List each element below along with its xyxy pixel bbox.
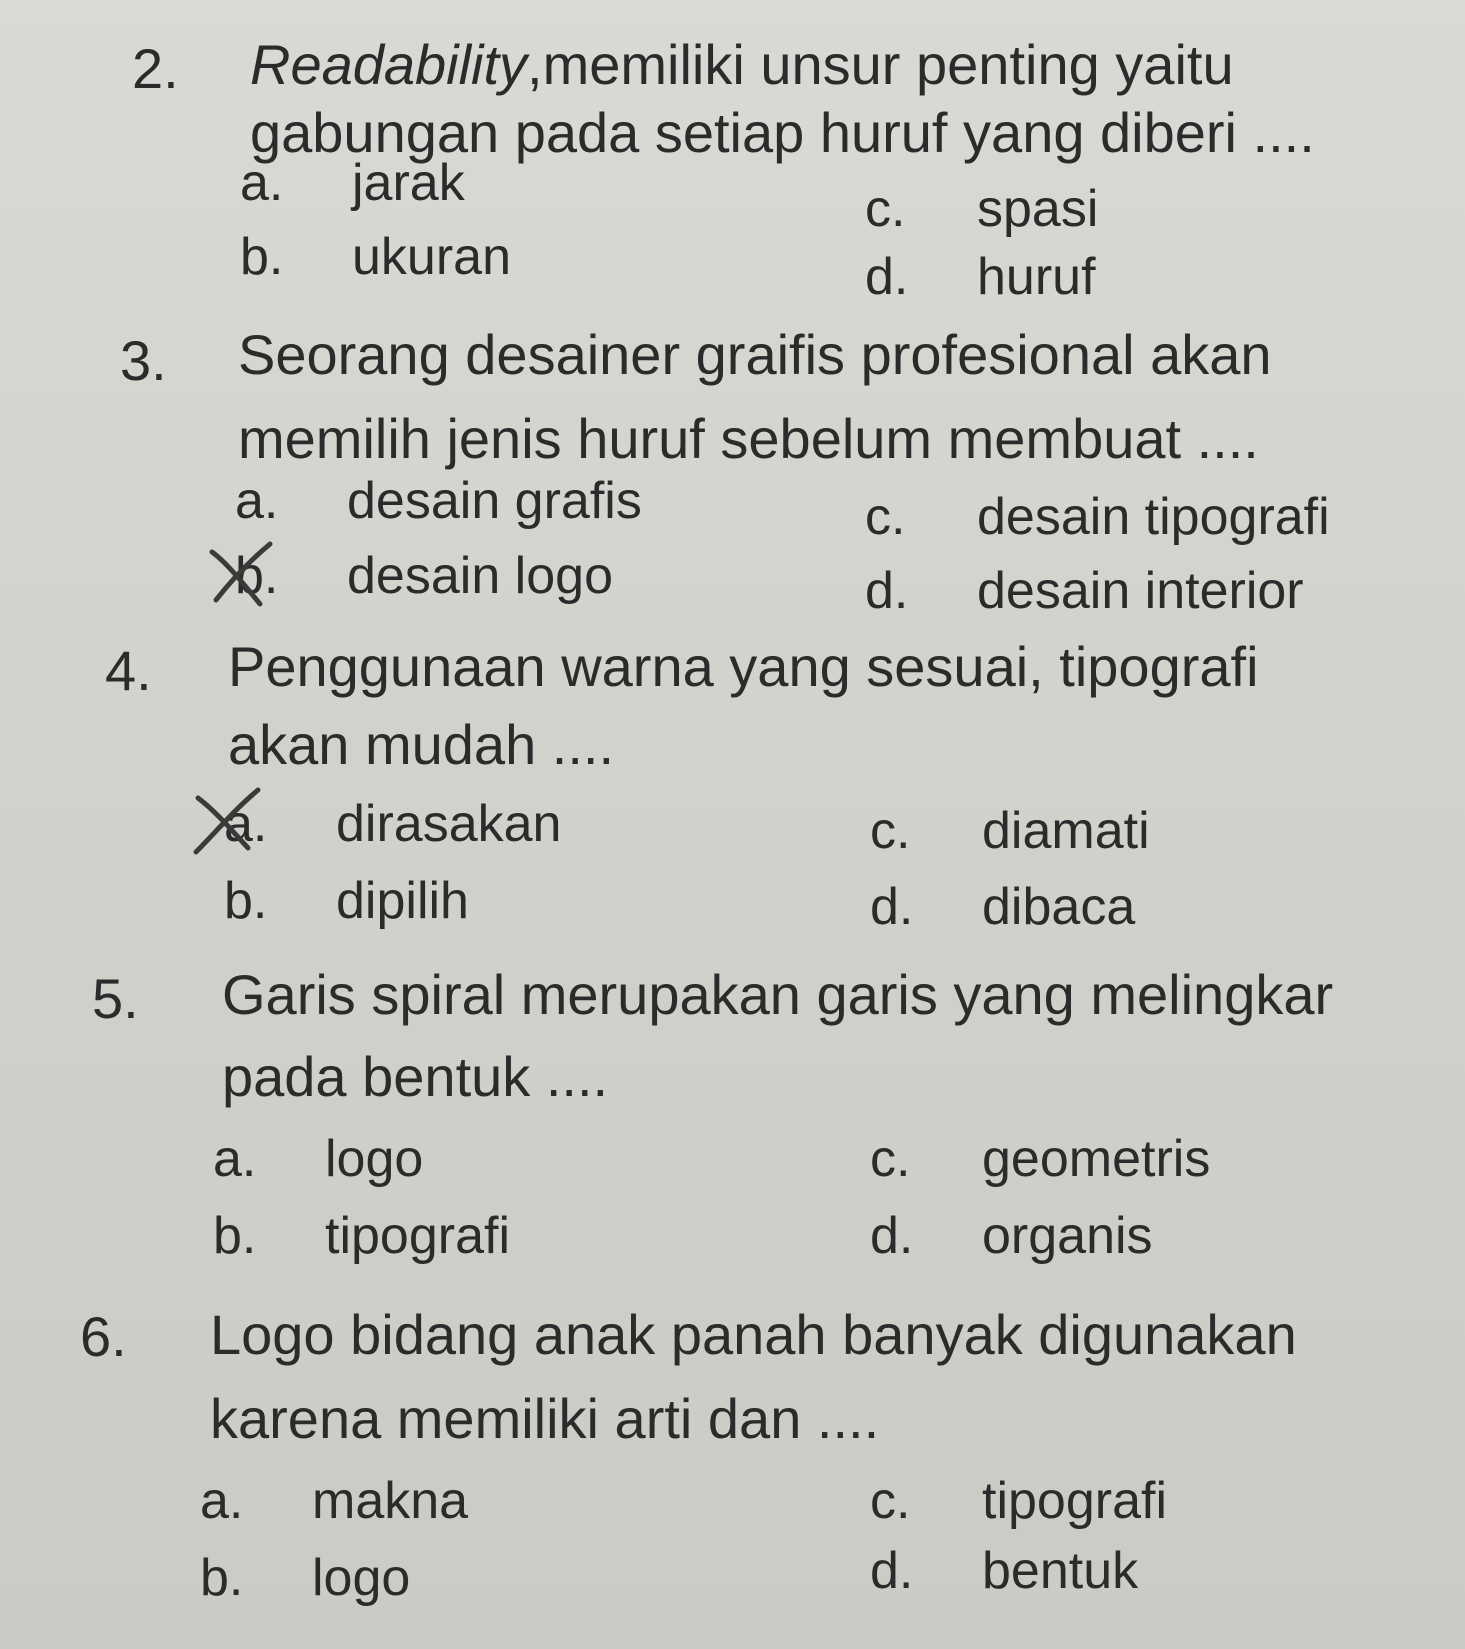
option-text: desain grafis — [347, 472, 642, 530]
question-text-line-2: akan mudah .... — [228, 713, 615, 776]
option-text: organis — [982, 1207, 1153, 1265]
question-text-line-2: gabungan pada setiap huruf yang diberi .... — [250, 101, 1315, 164]
option-d[interactable] — [865, 246, 1096, 308]
question-text-line-1: Garis spiral merupakan garis yang melingkar — [222, 963, 1334, 1026]
option-a[interactable] — [240, 152, 465, 214]
option-text: desain tipografi — [977, 488, 1330, 546]
option-d[interactable] — [865, 560, 1304, 622]
option-text: desain logo — [347, 547, 613, 605]
option-letter: c. — [870, 1130, 911, 1188]
question-number: 5. — [92, 967, 139, 1030]
question-number: 6. — [80, 1305, 127, 1368]
option-a[interactable] — [224, 793, 561, 855]
option-letter: a. — [213, 1130, 257, 1188]
answer-cross-mark-icon — [206, 538, 276, 608]
option-b[interactable] — [213, 1205, 510, 1267]
question-text-line-2: karena memiliki arti dan .... — [210, 1387, 880, 1450]
question-number: 3. — [120, 329, 167, 392]
option-text: huruf — [977, 248, 1096, 306]
option-b[interactable] — [240, 226, 511, 288]
option-b[interactable] — [200, 1547, 410, 1609]
option-text: jarak — [352, 154, 465, 212]
option-d[interactable] — [870, 876, 1135, 938]
option-b[interactable] — [224, 870, 469, 932]
option-text: tipografi — [982, 1472, 1167, 1530]
question-text-line-2: pada bentuk .... — [222, 1045, 609, 1108]
option-letter: b. — [213, 1207, 257, 1265]
option-a[interactable] — [213, 1128, 423, 1190]
option-letter: d. — [865, 562, 909, 620]
option-text: diamati — [982, 802, 1150, 860]
option-letter: b. — [224, 872, 268, 930]
option-c[interactable] — [865, 486, 1330, 548]
option-letter: c. — [865, 180, 906, 238]
option-letter: d. — [870, 1542, 914, 1600]
option-c[interactable] — [865, 178, 1098, 240]
option-letter: a. — [240, 154, 284, 212]
answer-cross-mark-icon — [192, 786, 262, 856]
option-text: logo — [312, 1549, 411, 1607]
option-letter: b. — [240, 228, 284, 286]
option-text: dirasakan — [336, 795, 562, 853]
option-d[interactable] — [870, 1540, 1138, 1602]
option-letter: a. — [200, 1472, 244, 1530]
option-text: spasi — [977, 180, 1099, 238]
option-text: tipografi — [325, 1207, 510, 1265]
question-text-rest: ,memiliki unsur penting yaitu — [527, 33, 1234, 96]
option-letter: d. — [870, 1207, 914, 1265]
question-term: Readability — [250, 33, 528, 96]
option-c[interactable] — [870, 1128, 1210, 1190]
question-text-line-1: Penggunaan warna yang sesuai, tipografi — [228, 635, 1259, 698]
option-text: dibaca — [982, 878, 1136, 936]
option-text: dipilih — [336, 872, 469, 930]
option-letter: b. — [235, 547, 279, 605]
option-c[interactable] — [870, 1470, 1167, 1532]
option-text: logo — [325, 1130, 424, 1188]
option-letter: d. — [870, 878, 914, 936]
option-letter: a. — [235, 472, 279, 530]
question-number: 2. — [132, 37, 179, 100]
question-text-line-1: Logo bidang anak panah banyak digunakan — [210, 1303, 1297, 1366]
option-a[interactable] — [200, 1470, 468, 1532]
option-text: geometris — [982, 1130, 1211, 1188]
option-b[interactable] — [235, 545, 613, 607]
option-letter: d. — [865, 248, 909, 306]
option-text: bentuk — [982, 1542, 1139, 1600]
option-letter: a. — [224, 795, 268, 853]
option-d[interactable] — [870, 1205, 1153, 1267]
question-text-line-2: memilih jenis huruf sebelum membuat .... — [238, 407, 1259, 470]
option-a[interactable] — [235, 470, 642, 532]
option-letter: c. — [870, 802, 911, 860]
option-text: ukuran — [352, 228, 511, 286]
option-c[interactable] — [870, 800, 1150, 862]
question-text-line-1 — [250, 32, 1234, 98]
option-text: desain interior — [977, 562, 1304, 620]
option-text: makna — [312, 1472, 469, 1530]
option-letter: c. — [865, 488, 906, 546]
question-number: 4. — [105, 639, 152, 702]
question-text-line-1: Seorang desainer graifis profesional akan — [238, 323, 1272, 386]
option-letter: c. — [870, 1472, 911, 1530]
option-letter: b. — [200, 1549, 244, 1607]
